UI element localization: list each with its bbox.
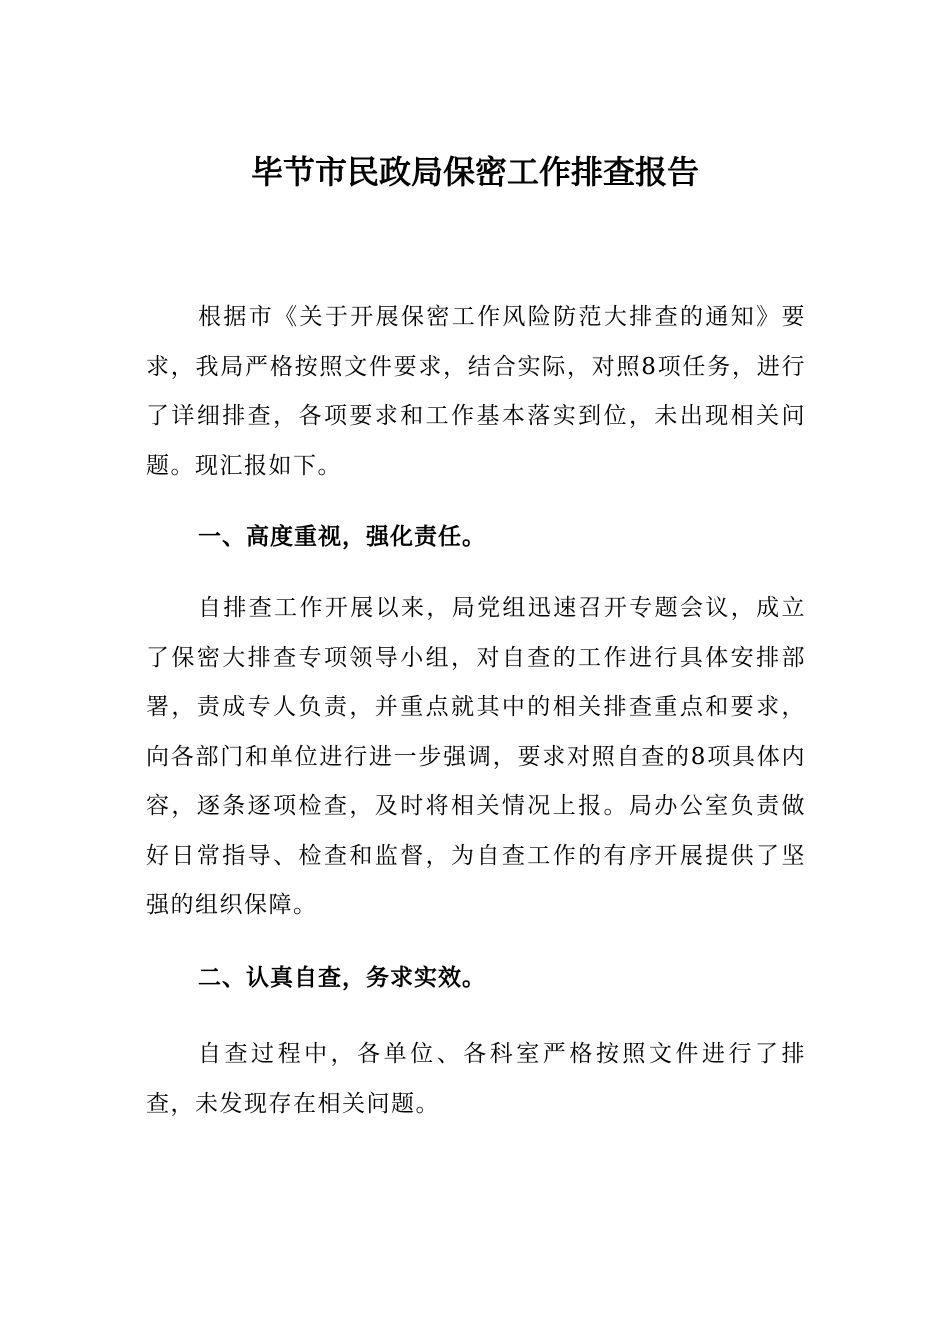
section-2-paragraph: 自查过程中，各单位、各科室严格按照文件进行了排查，未发现存在相关问题。	[146, 1041, 806, 1117]
section-1-paragraph: 自排查工作开展以来，局党组迅速召开专题会议，成立了保密大排查专项领导小组，对自查的工作进行具体安排部署，责成专人负责，并重点就其中的相关排查重点和要求，向各部门和单位进行进一步强调，要求对照自查的8项具体内容，逐条逐项检查，及时将相关情况上报。局办公室负责做好日常指导、检查和监督，为自查工作的有序开展提供了坚强的组织保障。	[146, 595, 806, 918]
section-heading-1: 一、高度重视，强化责任。	[198, 524, 486, 550]
document-title: 毕节市民政局保密工作排查报告	[250, 153, 699, 191]
intro-paragraph: 根据市《关于开展保密工作风险防范大排查的通知》要求，我局严格按照文件要求，结合实际，对照8项任务，进行了详细排查，各项要求和工作基本落实到位，未出现相关问题。现汇报如下。	[146, 304, 806, 479]
section-heading-2: 二、认真自查，务求实效。	[198, 965, 486, 991]
